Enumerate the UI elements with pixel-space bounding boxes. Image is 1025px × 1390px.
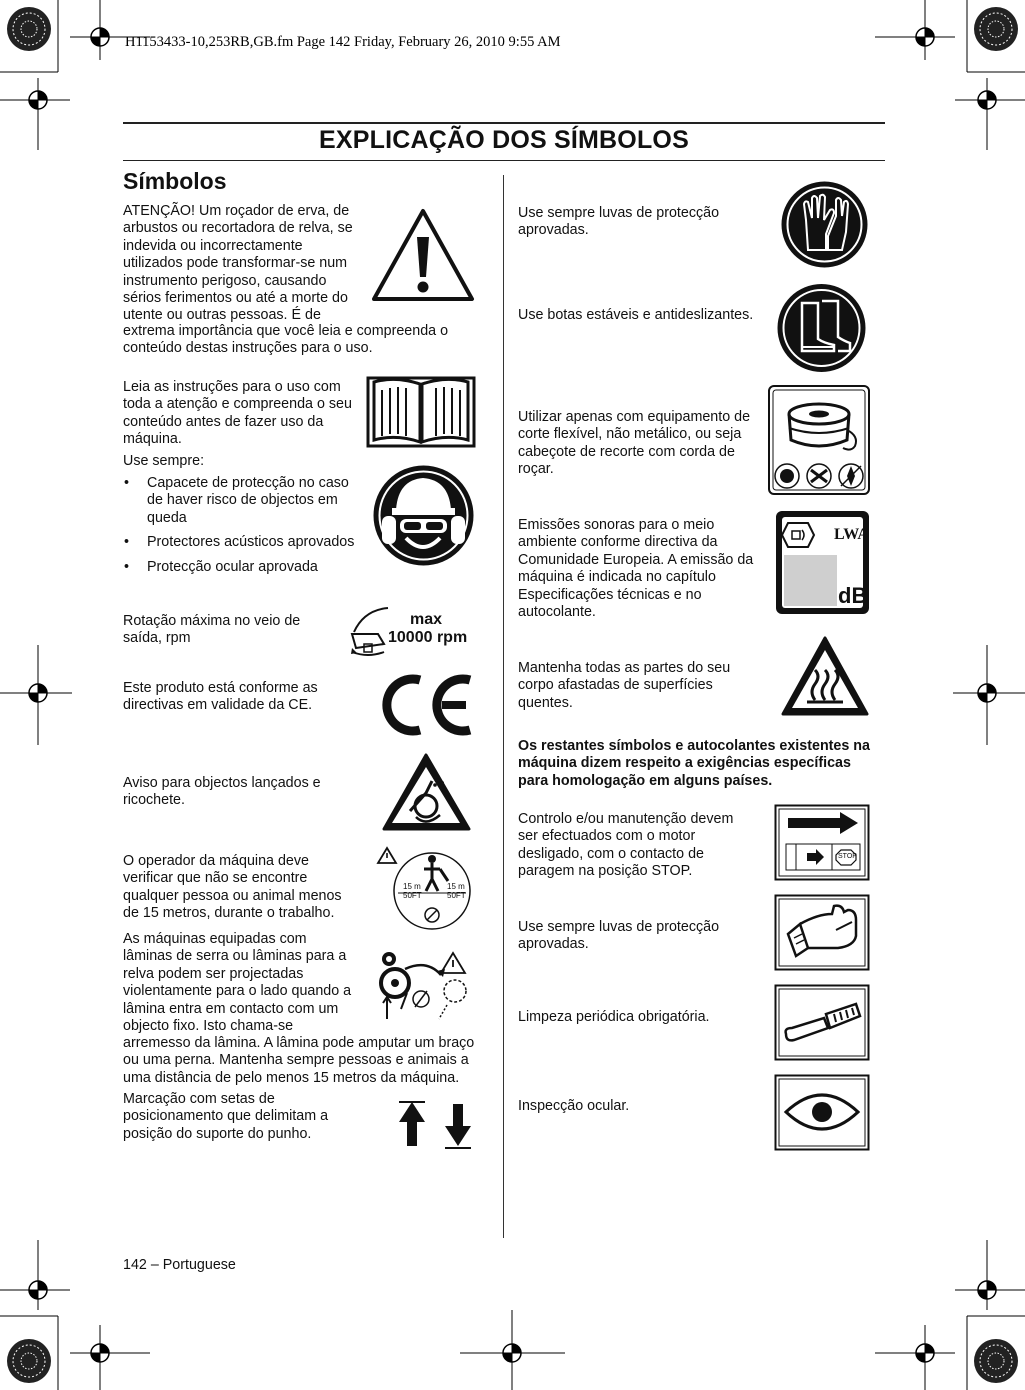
protective-equipment-icon — [372, 464, 475, 567]
flexible-cutting-text: Utilizar apenas com equipamento de corte flexível, não metálico, ou seja cabeçote de recorte com corda de roçar. — [518, 409, 751, 478]
eye-inspection-icon — [774, 1074, 870, 1151]
rpm-value-label: 10000 rpm — [388, 629, 468, 646]
noise-emission-text: Emissões sonoras para o meio ambiente conforme directiva da Comunidade Europeia. A emissão da máquina é indicada no capítulo Especificações técnicas e no autocolante. — [518, 517, 754, 621]
rpm-text: Rotação máxima no veio de saída, rpm — [123, 613, 301, 647]
noise-lwa-label: LWA — [834, 526, 869, 543]
hot-surface-text: Mantenha todas as partes do seu corpo afastadas de superfícies quentes. — [518, 660, 731, 711]
distance-label-left-m: 15 m — [403, 882, 421, 891]
cleaning-brush-icon — [774, 984, 870, 1061]
ce-mark-icon — [376, 672, 476, 738]
list-item: • Protectores acústicos aprovados — [123, 534, 355, 551]
distance-label-right-m: 15 m — [447, 882, 465, 891]
thrown-objects-icon — [380, 751, 473, 833]
inspection-text: Inspecção ocular. — [518, 1098, 630, 1114]
distance-label-left-ft: 50FT — [403, 891, 422, 900]
trimmer-head-icon — [767, 384, 871, 496]
handle-position-arrows-icon — [395, 1100, 475, 1150]
other-symbols-note: Os restantes símbolos e autocolantes existentes na máquina dizem respeito a exigências específicas para homologação em alguns países. — [518, 738, 870, 789]
gloves-text: Use sempre luvas de protecção aprovadas. — [518, 205, 720, 239]
protection-list — [123, 475, 355, 583]
arrow-marking-text: Marcação com setas de posicionamento que delimitam a posição do suporte do punho. — [123, 1091, 329, 1142]
warning-triangle-icon — [371, 207, 476, 303]
page-title: EXPLICAÇÃO DOS SÍMBOLOS — [319, 126, 689, 154]
boots-icon — [776, 283, 867, 373]
title-rule-top — [123, 122, 885, 124]
cleaning-text: Limpeza periódica obrigatória. — [518, 1009, 710, 1025]
stop-maintenance-text: Controlo e/ou manutenção devem ser efectuados com o motor desligado, com o contacto de paragem na posição STOP. — [518, 811, 734, 880]
list-item: • Capacete de protecção no caso de haver risco de objectos em queda — [123, 475, 355, 527]
rpm-max-label: max — [410, 611, 443, 628]
safety-distance-text: O operador da máquina deve verificar que não se encontre qualquer pessoa ou animal menos de 15 metros, durante o trabalho. — [123, 853, 342, 922]
manual-text: Leia as instruções para o uso com toda a atenção e compreenda o seu conteúdo antes de fazer uso da máquina. — [123, 379, 352, 448]
column-divider — [503, 175, 504, 1238]
hot-surface-icon — [779, 634, 871, 720]
stop-switch-icon — [774, 804, 870, 881]
kickback-text-wrapped: As máquinas equipadas com lâminas de serra ou lâminas para a relva podem ser projectadas violentamente para o lado quando a lâmina entra em contacto com um objecto fixo. Isto chama-se — [123, 931, 352, 1035]
warning-text-full: extrema importância que você leia e compreenda o conteúdo destas instruções para o uso. — [123, 323, 449, 357]
page-footer: 142 – Portuguese — [123, 1257, 236, 1273]
gloves-text-2: Use sempre luvas de protecção aprovadas. — [518, 919, 720, 953]
section-title: Símbolos — [123, 168, 227, 194]
ce-text: Este produto está conforme as directivas em validade da CE. — [123, 680, 318, 714]
gloves-icon — [780, 180, 869, 269]
thrown-objects-text: Aviso para objectos lançados e ricochete. — [123, 775, 321, 809]
stop-label: STOP — [838, 853, 857, 860]
warning-text-wrapped: ATENÇÃO! Um roçador de erva, de arbustos ou recortadora de relva, se indevida ou incorrectamente utilizados pode transformar-se num instrumento perigoso, causando sérios ferimentos ou até a morte do utente ou outras pessoas. É de — [123, 203, 353, 324]
distance-label-right-ft: 50FT — [447, 891, 466, 900]
title-rule-bottom — [123, 160, 885, 161]
list-item: • Protecção ocular aprovada — [123, 559, 355, 576]
kickback-text-full: arremesso da lâmina. A lâmina pode amputar um braço ou uma perna. Mantenha sempre pessoas e animais a uma distância de pelo menos 15 metros da máquina. — [123, 1035, 475, 1086]
noise-db-label: dB — [838, 583, 868, 608]
print-header: H1153433-10,253RB,GB.fm Page 142 Friday, February 26, 2010 9:55 AM — [125, 34, 561, 50]
blade-thrust-icon — [375, 949, 477, 1021]
glove-icon — [774, 894, 870, 971]
use-always-label: Use sempre: — [123, 453, 205, 469]
boots-text: Use botas estáveis e antideslizantes. — [518, 307, 754, 323]
open-book-icon — [366, 374, 476, 448]
